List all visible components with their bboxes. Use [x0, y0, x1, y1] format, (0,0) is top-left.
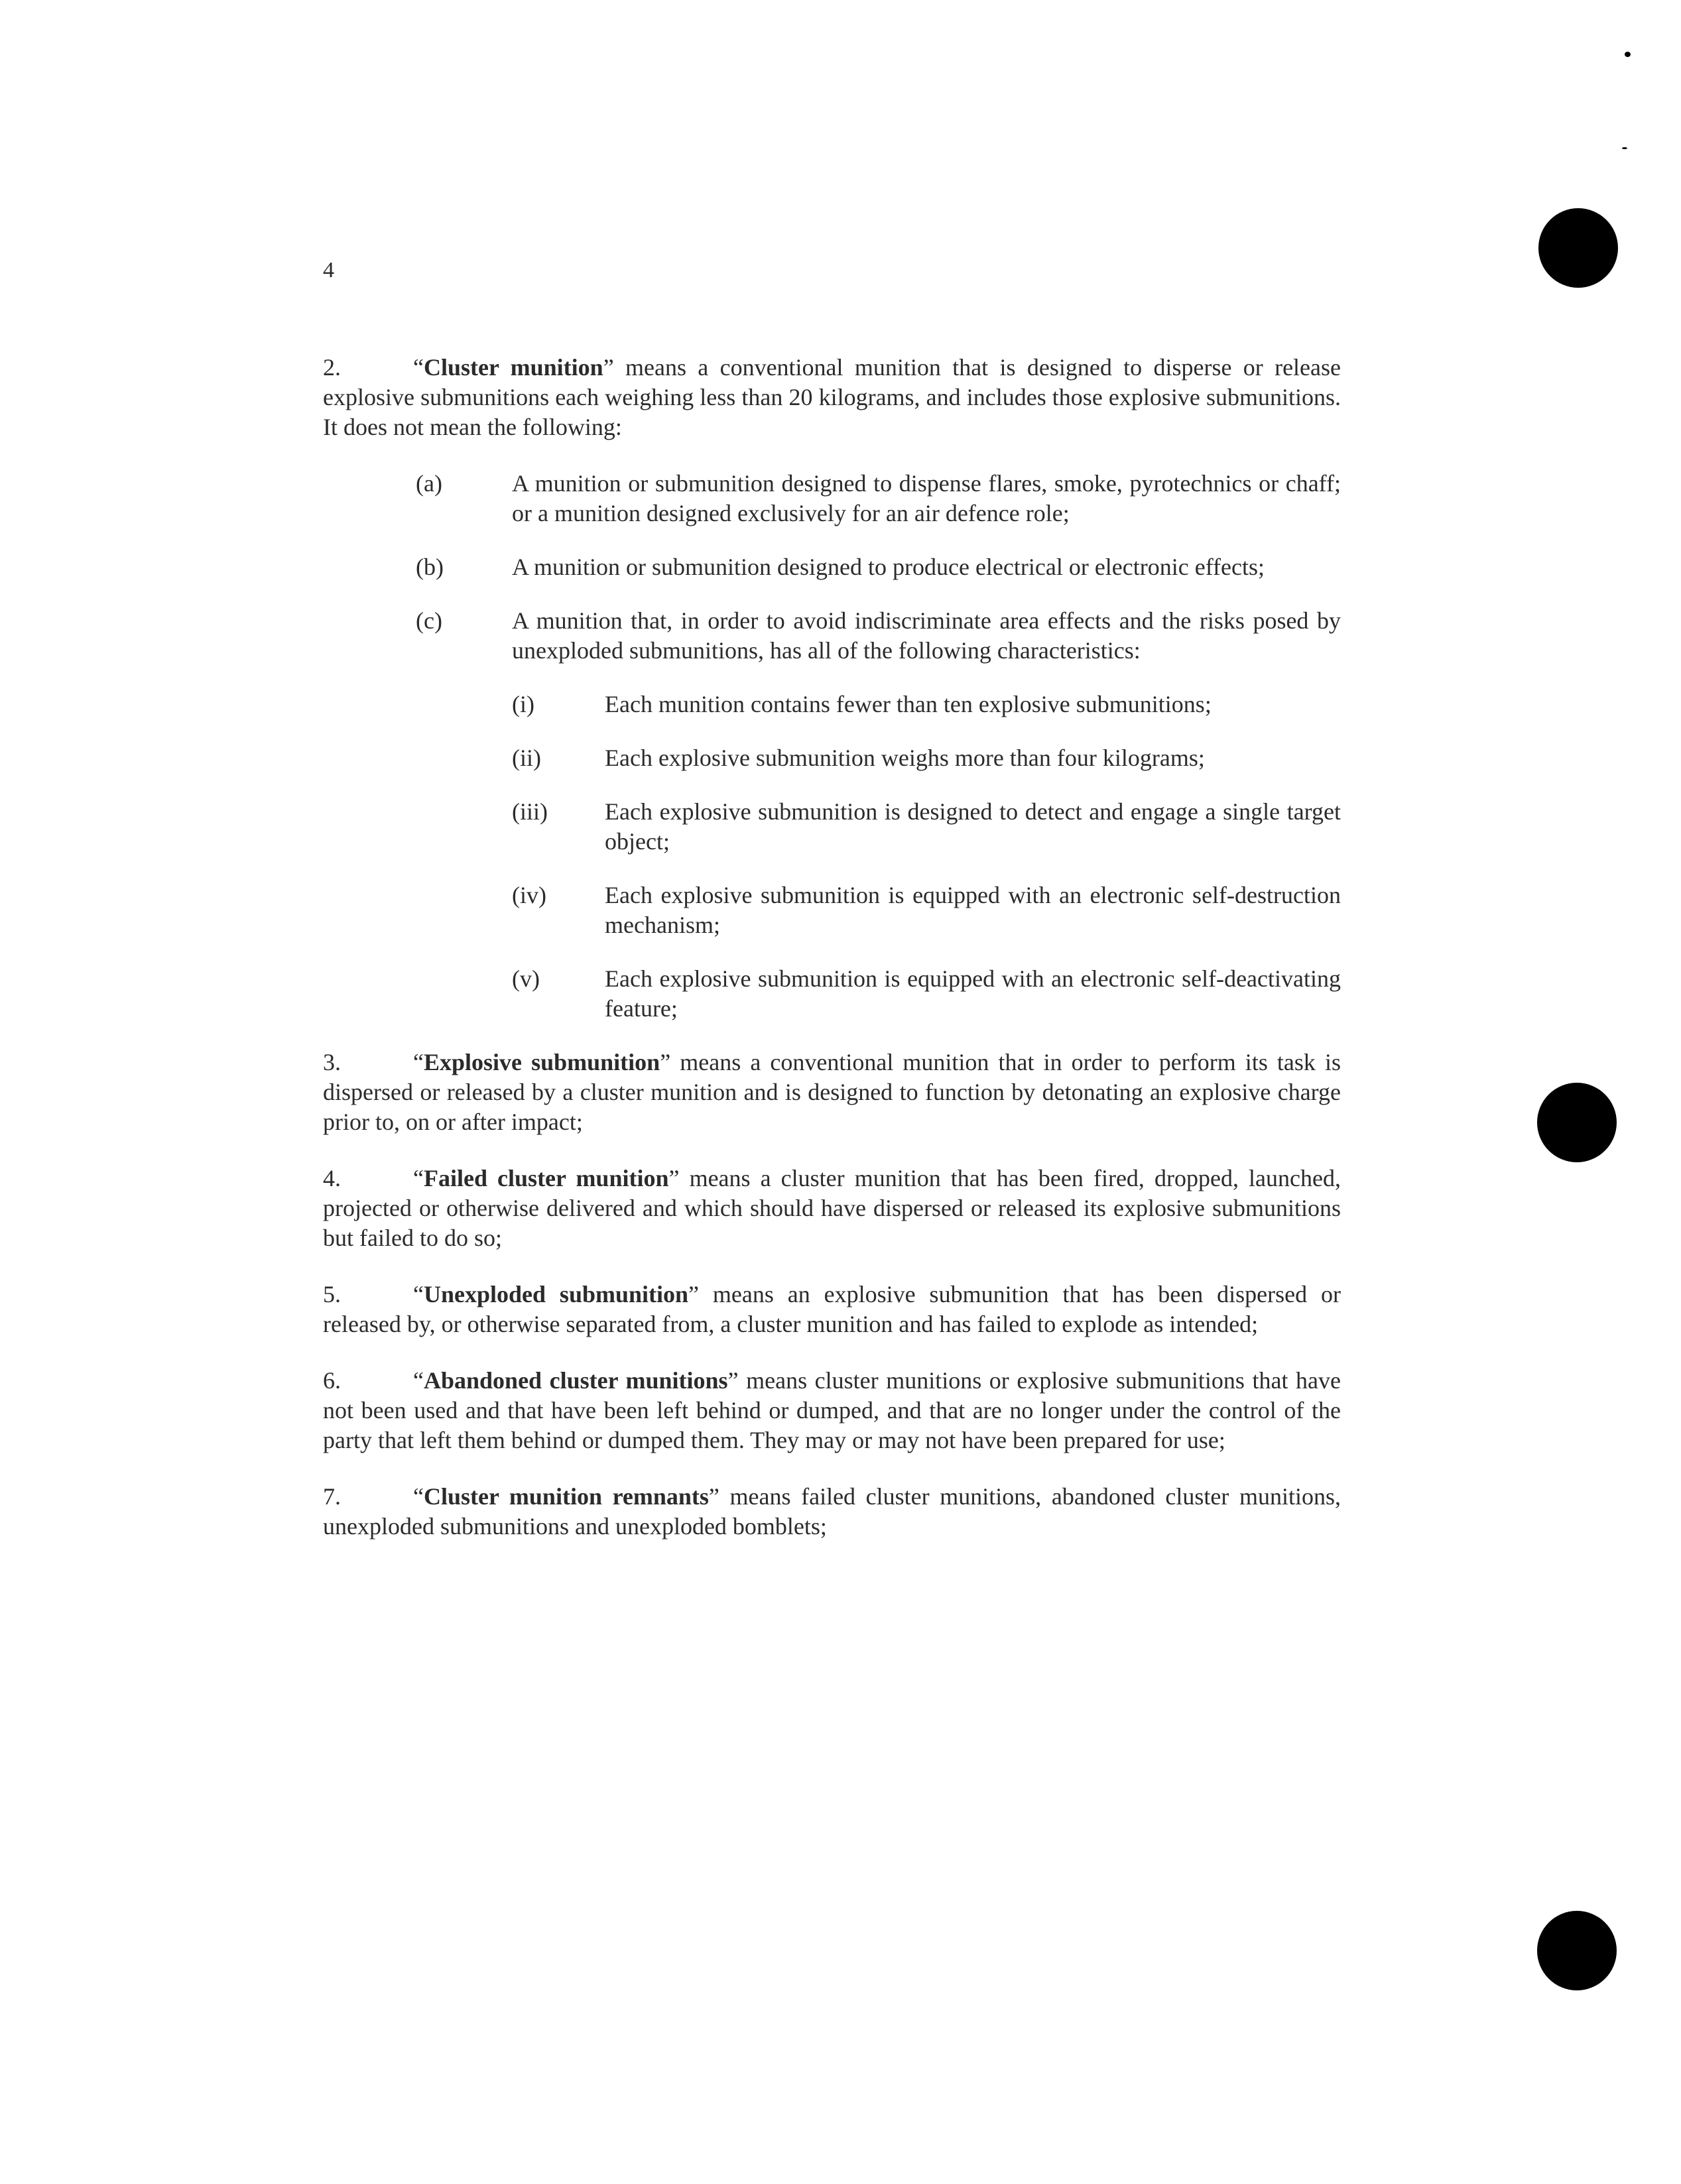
defined-term: Failed cluster munition: [423, 1165, 669, 1191]
defined-term: Explosive submunition: [423, 1049, 660, 1075]
open-quote: “: [413, 1281, 424, 1307]
exclusion-item: [323, 552, 1341, 582]
exclusion-label: (b): [416, 554, 444, 580]
definition-text: means a conventional munition that in order to perform its task is dispersed or released by a cluster munition and is designed to function by detonating an explosive charge prior to, on or after impact;: [323, 1049, 1341, 1135]
characteristic-item: [323, 964, 1341, 1024]
exclusion-text: A munition that, in order to avoid indiscriminate area effects and the risks posed by unexploded submunitions, has all of the following characteristics:: [512, 607, 1341, 664]
defined-term: Cluster munition: [423, 354, 603, 381]
characteristic-item: [323, 690, 1341, 719]
open-quote: “: [413, 354, 424, 381]
characteristic-label: (iv): [512, 882, 546, 908]
defined-term: Unexploded submunition: [423, 1281, 689, 1307]
characteristic-item: [323, 880, 1341, 940]
open-quote: “: [413, 1367, 424, 1394]
close-quote: ”: [603, 354, 614, 381]
exclusion-item: [323, 469, 1341, 528]
definition-paragraph-6: [323, 1366, 1341, 1455]
characteristic-text: Each munition contains fewer than ten explosive submunitions;: [605, 691, 1212, 717]
definition-text: means a conventional munition that is designed to disperse or release explosive submunitions each weighing less than 20 kilograms, and includes those explosive submunitions. It does not mean the following:: [323, 354, 1341, 440]
definition-text: means an explosive submunition that has been dispersed or released by, or otherwise separated from, a cluster munition and has failed to explode as intended;: [323, 1281, 1341, 1337]
characteristic-text: Each explosive submunition weighs more than four kilograms;: [605, 745, 1205, 771]
close-quote: ”: [727, 1367, 739, 1394]
characteristic-text: Each explosive submunition is designed to detect and engage a single target object;: [605, 798, 1341, 855]
definition-text: means cluster munitions or explosive submunitions that have not been used and that have been left behind or dumped, and that are no longer under the control of the party that left them behind or dumped them. They may or may not have been prepared for use;: [323, 1367, 1341, 1453]
close-quote: ”: [688, 1281, 700, 1307]
characteristic-label: (ii): [512, 745, 541, 771]
punch-hole-mark-bottom: [1537, 1911, 1617, 1990]
characteristic-text: Each explosive submunition is equipped with an electronic self-deactivating feature;: [605, 965, 1341, 1022]
document-body: [323, 353, 1341, 1568]
punch-hole-mark-middle: [1537, 1083, 1617, 1162]
exclusion-text: A munition or submunition designed to dispense flares, smoke, pyrotechnics or chaff; or a munition designed exclusively for an air defence role;: [512, 470, 1341, 526]
exclusion-item: [323, 606, 1341, 666]
characteristic-label: (i): [512, 691, 534, 717]
paragraph-number: 7.: [323, 1483, 341, 1510]
close-quote: ”: [708, 1483, 719, 1510]
paragraph-number: 4.: [323, 1165, 341, 1191]
open-quote: “: [413, 1483, 424, 1510]
characteristic-label: (v): [512, 965, 540, 992]
defined-term: Cluster munition remnants: [423, 1483, 709, 1510]
definition-text: means failed cluster munitions, abandoned cluster munitions, unexploded submunitions and unexploded bomblets;: [323, 1483, 1341, 1540]
paragraph-number: 5.: [323, 1281, 341, 1307]
definition-paragraph-3: [323, 1048, 1341, 1137]
exclusion-label: (a): [416, 470, 442, 497]
scan-speck: [1625, 52, 1631, 57]
characteristic-text: Each explosive submunition is equipped with an electronic self-destruction mechanism;: [605, 882, 1341, 938]
paragraph-number: 2.: [323, 354, 341, 381]
punch-hole-mark-top: [1538, 208, 1618, 288]
close-quote: ”: [660, 1049, 671, 1075]
characteristic-label: (iii): [512, 798, 548, 825]
defined-term: Abandoned cluster munitions: [423, 1367, 728, 1394]
characteristic-item: [323, 797, 1341, 857]
definition-paragraph-7: [323, 1482, 1341, 1542]
scan-speck: [1622, 147, 1627, 149]
definition-paragraph-2: [323, 353, 1341, 442]
close-quote: ”: [668, 1165, 680, 1191]
exclusion-text: A munition or submunition designed to produce electrical or electronic effects;: [512, 554, 1265, 580]
exclusion-label: (c): [416, 607, 442, 634]
definition-paragraph-4: [323, 1164, 1341, 1253]
definition-paragraph-5: [323, 1280, 1341, 1339]
open-quote: “: [413, 1165, 424, 1191]
definition-text: means a cluster munition that has been fired, dropped, launched, projected or otherwise delivered and which should have dispersed or released its explosive submunitions but failed to do so;: [323, 1165, 1341, 1251]
characteristic-item: [323, 743, 1341, 773]
paragraph-number: 3.: [323, 1049, 341, 1075]
paragraph-number: 6.: [323, 1367, 341, 1394]
open-quote: “: [413, 1049, 424, 1075]
page-number: 4: [323, 258, 334, 282]
